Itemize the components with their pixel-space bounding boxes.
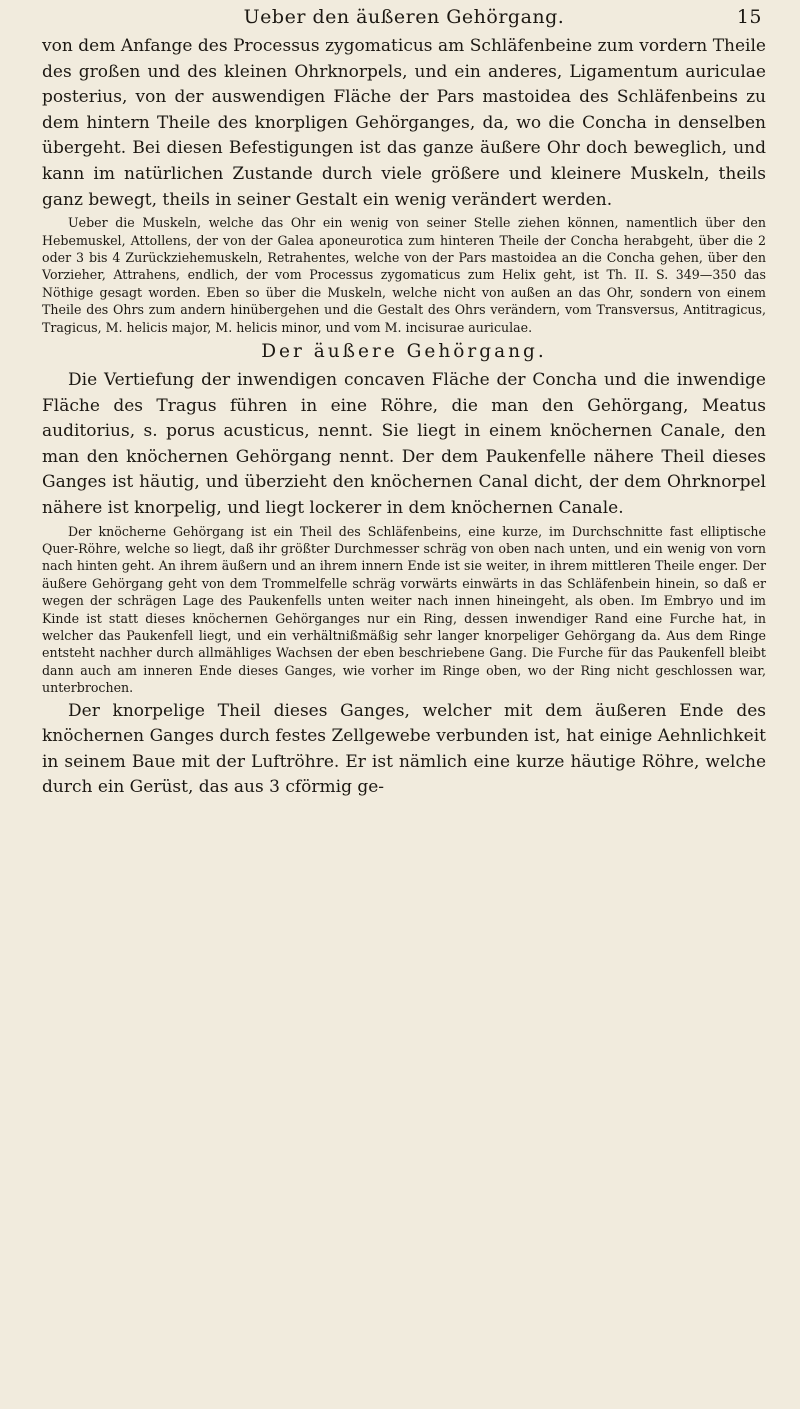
section-heading: Der äußere Gehörgang. — [261, 341, 547, 362]
footnote-muscles — [42, 214, 766, 336]
running-title: Ueber den äußeren Gehörgang. — [243, 6, 565, 28]
body-text-continued — [42, 699, 766, 801]
paragraph-ligaments: von dem Anfange des Processus zygomaticus am Schläfenbeine zum vordern Theile des großen und des kleinen Ohrknorpels, und ein anderes, Ligamentum auriculae posterius, von der auswendigen Fläche der Pars mastoidea des Schläfenbeins zu dem hintern Theile des knorpligen Gehörganges, da, wo die Concha in denselben übergeht. Bei diesen Befestigungen ist das ganze äußere Ohr doch beweglich, und kann im natürlichen Zustande durch viele größere und kleinere Muskeln, theils ganz bewegt, theils in seiner Gestalt ein wenig verändert werden. — [42, 36, 766, 210]
paragraph-ear-canal: Die Vertiefung der inwendigen concaven Fläche der Concha und die inwendige Fläche des Tragus führen in eine Röhre, die man den Gehörgang, Meatus auditorius, s. porus acusticus, nennt. Sie liegt in einem knöchernen Canale, den man den knöchernen Gehörgang nennt. Der dem Paukenfelle nähere Theil dieses Ganges ist häutig, und überzieht den knöchernen Canal dicht, der dem Ohrknorpel nähere ist knorpelig, und liegt lockerer in dem knöchernen Canale. — [42, 370, 766, 518]
page-number: 15 — [736, 6, 762, 28]
running-head — [42, 4, 766, 34]
note-paragraph: Der knöcherne Gehörgang ist ein Theil des Schläfenbeins, eine kurze, im Durchschnitte fast elliptische Quer-Röhre, welche so liegt, daß ihr größter Durchmesser schräg von oben nach unten, und ein wenig von vorn nach hinten geht. An ihrem äußern und an ihrem innern Ende ist sie weiter, in ihrem mittleren Theile enger. Der äußere Gehörgang geht von dem Trommelfelle schräg vorwärts einwärts in das Schläfenbein hinein, so daß er wegen der schrägen Lage des Paukenfells unten weiter nach innen hineingeht, als oben. Im Embryo und im Kinde ist statt dieses knöchernen Gehörganges nur ein Ring, dessen inwendiger Rand eine Furche hat, in welcher das Paukenfell liegt, und ein verhältnißmäßig sehr langer knorpeliger Gehörgang da. Aus dem Ringe entsteht nachher durch allmähliges Wachsen der eben beschriebene Gang. Die Furche für das Paukenfell bleibt dann auch am inneren Ende dieses Ganges, wie vorher im Ringe oben, wo der Ring nicht geschlossen war, unterbrochen. — [42, 523, 766, 696]
paragraph-cartilaginous-part: Der knorpelige Theil dieses Ganges, welcher mit dem äußeren Ende des knöchernen Ganges durch festes Zellgewebe verbunden ist, hat einige Aehnlichkeit in seinem Baue mit der Luftröhre. Er ist nämlich eine kurze häutige Röhre, welche durch ein Gerüst, das aus 3 cförmig ge- — [42, 700, 766, 798]
paragraph-bony-canal — [42, 523, 766, 697]
note-paragraph: Ueber die Muskeln, welche das Ohr ein wenig von seiner Stelle ziehen können, namentlich über den Hebemuskel, Attollens, der von der Galea aponeurotica zum hinteren Theile der Concha herabgeht, über die 2 oder 3 bis 4 Zurückziehemuskeln, Retrahentes, welche von der Pars mastoidea an die Concha gehen, über den Vorzieher, Attrahens, endlich, der vom Processus zygomaticus zum Helix geht, ist Th. II. S. 349—350 das Nöthige gesagt worden. Eben so über die Muskeln, welche nicht von außen an das Ohr, sondern von einem Theile des Ohrs zum andern hinübergehen und die Gestalt des Ohrs verändern, vom Transversus, Antitragicus, Tragicus, M. helicis major, M. helicis minor, und vom M. incisurae auriculae. — [42, 215, 766, 335]
body-text — [42, 34, 766, 522]
